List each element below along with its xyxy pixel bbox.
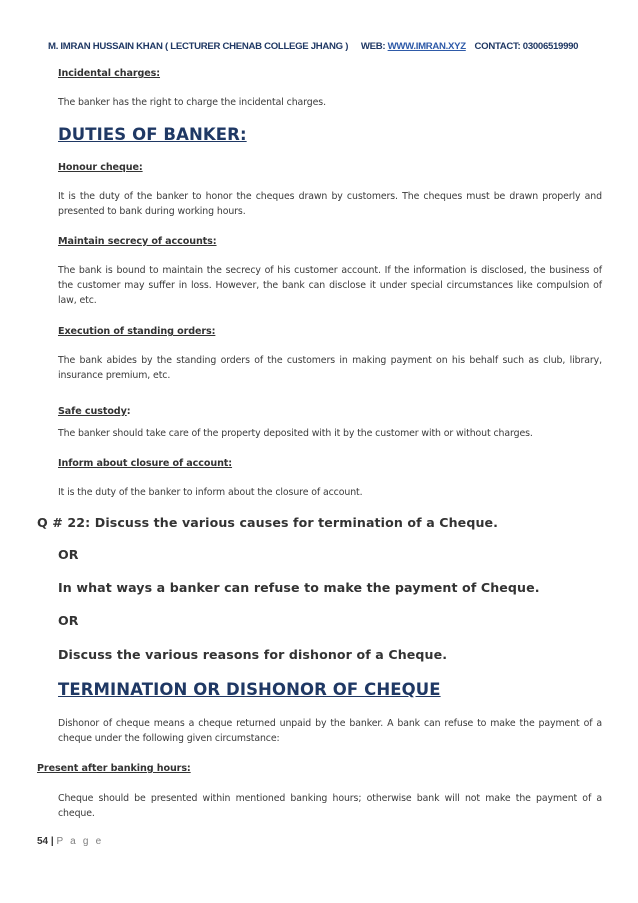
question-22: Q # 22: Discuss the various causes for termination of a Cheque. xyxy=(37,515,499,530)
maintain-secrecy-text: The bank is bound to maintain the secrecy of his customer account. If the information is disclosed, the business of the customer may suffer in loss. However, the bank can disclose it under special circumstances like compulsion of law, etc. xyxy=(58,265,602,306)
termination-dishonor-text: Dishonor of cheque means a cheque returned unpaid by the banker. A bank can refuse to make the payment of a cheque under the following given circumstance: xyxy=(58,718,602,744)
page-footer xyxy=(37,836,103,847)
standing-orders-heading: Execution of standing orders: xyxy=(58,326,216,337)
or-separator-2: OR xyxy=(58,613,79,628)
header-author: M. IMRAN HUSSAIN KHAN ( LECTURER CHENAB COLLEGE JHANG ) xyxy=(48,41,349,52)
incidental-charges-text: The banker has the right to charge the incidental charges. xyxy=(58,97,326,108)
header-web-link[interactable]: WWW.IMRAN.XYZ xyxy=(387,41,466,52)
closure-of-account-text: It is the duty of the banker to inform about the closure of account. xyxy=(58,487,363,498)
present-after-hours-text: Cheque should be presented within mentioned banking hours; otherwise bank will not make the payment of a cheque. xyxy=(58,793,602,819)
safe-custody-text: The banker should take care of the property deposited with it by the customer with or without charges. xyxy=(58,428,533,439)
closure-of-account-heading: Inform about closure of account: xyxy=(58,458,233,469)
page-label: P a g e xyxy=(56,836,104,847)
standing-orders-text: The bank abides by the standing orders of the customers in making payment on his behalf such as club, library, insurance premium, etc. xyxy=(58,355,602,381)
safe-custody-heading xyxy=(58,399,602,418)
duties-of-banker-heading: DUTIES OF BANKER: xyxy=(58,125,247,144)
question-22-alternate-2: Discuss the various reasons for dishonor of a Cheque. xyxy=(58,647,448,662)
safe-custody-label: Safe custody xyxy=(58,406,127,417)
present-after-hours-heading: Present after banking hours: xyxy=(37,763,191,774)
question-22-alternate-1: In what ways a banker can refuse to make the payment of Cheque. xyxy=(58,580,540,595)
footer-separator: | xyxy=(50,836,54,847)
termination-dishonor-heading: TERMINATION OR DISHONOR OF CHEQUE xyxy=(58,680,441,699)
header-contact: CONTACT: 03006519990 xyxy=(474,41,579,52)
or-separator-1: OR xyxy=(58,547,79,562)
header-web-label: WEB: xyxy=(360,41,388,52)
maintain-secrecy-heading: Maintain secrecy of accounts: xyxy=(58,236,217,247)
honour-cheque-text: It is the duty of the banker to honor the cheques drawn by customers. The cheques must be drawn properly and presented to bank during working hours. xyxy=(58,191,602,217)
page-number: 54 xyxy=(37,836,49,847)
page-header xyxy=(48,41,608,52)
incidental-charges-heading: Incidental charges: xyxy=(58,68,161,79)
safe-custody-colon: : xyxy=(126,406,131,417)
honour-cheque-heading: Honour cheque: xyxy=(58,162,143,173)
